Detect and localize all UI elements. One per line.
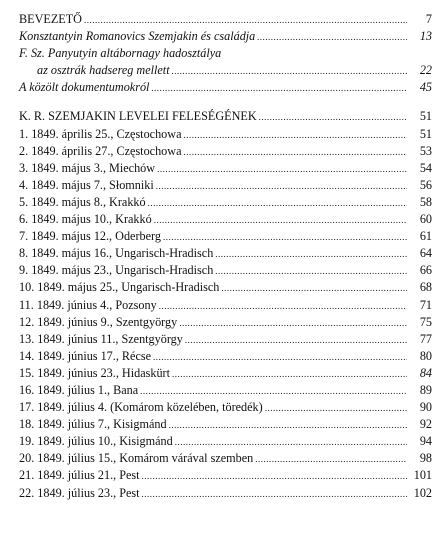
toc-letter-row bbox=[19, 485, 432, 502]
dot-leader bbox=[265, 400, 407, 417]
letter-number: 19. bbox=[19, 434, 35, 449]
letter-page: 68 bbox=[419, 280, 432, 295]
toc-letter-row bbox=[19, 279, 432, 296]
letter-page: 51 bbox=[419, 126, 432, 141]
toc-letter-title bbox=[19, 485, 142, 502]
dot-leader bbox=[154, 212, 407, 229]
toc-entry-page: 7 bbox=[425, 12, 432, 26]
dot-leader bbox=[179, 315, 407, 332]
toc-letter-row bbox=[19, 262, 432, 279]
letter-number: 5. bbox=[19, 194, 29, 209]
letter-entry: 1849. június 4., Pozsony bbox=[36, 297, 157, 312]
toc-letter-title bbox=[19, 399, 265, 416]
toc-entry-title: F. Sz. Panyutyin altábornagy hadosztálya bbox=[19, 46, 222, 61]
letter-page: 90 bbox=[419, 400, 432, 415]
toc-letter-title bbox=[19, 194, 148, 211]
letter-page: 54 bbox=[419, 160, 432, 175]
toc-letter-title bbox=[19, 126, 183, 143]
letter-entry: 1849. július 7., Kisigmánd bbox=[37, 417, 167, 432]
letter-entry: 1849. június 9., Szentgyörgy bbox=[37, 314, 178, 329]
dot-leader bbox=[148, 195, 407, 212]
dot-leader bbox=[156, 178, 407, 195]
toc-letter-row bbox=[19, 399, 432, 416]
toc-letter-row bbox=[19, 314, 432, 331]
toc-letter-row bbox=[19, 177, 432, 194]
dot-leader bbox=[175, 434, 407, 451]
dot-leader bbox=[255, 451, 407, 468]
letter-page: 98 bbox=[419, 451, 432, 466]
letter-entry: 1849. július 10., Kisigmánd bbox=[37, 434, 173, 449]
toc-letter-title bbox=[19, 160, 157, 177]
letter-number: 15. bbox=[19, 365, 35, 380]
toc-letter-row bbox=[19, 160, 432, 177]
toc-letter-row bbox=[19, 194, 432, 211]
toc-entry-title: A közölt dokumentumokról bbox=[19, 80, 150, 95]
letter-number: 6. bbox=[19, 212, 29, 227]
toc-letter-row bbox=[19, 348, 432, 365]
letter-number: 17. bbox=[19, 400, 35, 415]
letter-number: 2. bbox=[19, 143, 29, 158]
letter-page: 75 bbox=[419, 314, 432, 329]
toc-letter-row bbox=[19, 126, 432, 143]
letter-entry: 1849. június 11., Szentgyörgy bbox=[37, 331, 183, 346]
toc-entry-title: Konsztantyin Romanovics Szemjakin és családja bbox=[19, 29, 256, 44]
letter-page: 102 bbox=[413, 485, 432, 500]
letter-number: 11. bbox=[19, 297, 34, 312]
toc-entry-family bbox=[19, 28, 432, 45]
letter-number: 8. bbox=[19, 246, 29, 261]
toc-letter-title bbox=[19, 297, 159, 314]
toc-letter-title bbox=[19, 450, 255, 467]
toc-letter-title bbox=[19, 433, 175, 450]
toc-entry-title: BEVEZETŐ bbox=[19, 12, 82, 26]
letter-page: 60 bbox=[419, 212, 432, 227]
dot-leader bbox=[140, 383, 407, 400]
letter-entry: 1849. május 12., Oderberg bbox=[31, 229, 161, 244]
letter-number: 14. bbox=[19, 348, 35, 363]
letter-number: 3. bbox=[19, 160, 29, 175]
toc-letter-title bbox=[19, 348, 153, 365]
letter-page: 64 bbox=[419, 246, 432, 261]
letter-page: 53 bbox=[419, 143, 432, 158]
toc-letter-row bbox=[19, 228, 432, 245]
letter-entry: 1849. május 25., Ungarisch-Hradisch bbox=[37, 280, 220, 295]
toc-letter-title bbox=[19, 262, 215, 279]
toc-letter-row bbox=[19, 365, 432, 382]
letter-number: 20. bbox=[19, 451, 35, 466]
dot-leader bbox=[153, 349, 407, 366]
dot-leader bbox=[142, 486, 407, 503]
letter-entry: 1849. június 23., Hidaskürt bbox=[37, 365, 170, 380]
toc-letter-title bbox=[19, 211, 154, 228]
dot-leader bbox=[259, 109, 407, 126]
dot-leader bbox=[183, 127, 407, 144]
letter-entry: 1849. július 4. (Komárom közelében, töredék) bbox=[37, 400, 263, 415]
toc-letter-title bbox=[19, 314, 179, 331]
toc-letter-row bbox=[19, 416, 432, 433]
toc-letter-title bbox=[19, 416, 169, 433]
dot-leader bbox=[169, 417, 407, 434]
letter-page: 94 bbox=[419, 434, 432, 449]
toc-letter-row bbox=[19, 382, 432, 399]
letter-page: 101 bbox=[413, 468, 432, 483]
letter-page: 92 bbox=[419, 417, 432, 432]
toc-letter-row bbox=[19, 467, 432, 484]
letter-page: 77 bbox=[419, 331, 432, 346]
toc-letter-row bbox=[19, 450, 432, 467]
dot-leader bbox=[172, 63, 407, 80]
toc-entry-documents bbox=[19, 79, 432, 96]
letter-number: 10. bbox=[19, 280, 35, 295]
letter-entry: 1849. július 23., Pest bbox=[37, 485, 140, 500]
toc-entry-title: az osztrák hadsereg mellett bbox=[37, 63, 170, 78]
toc-letter-title bbox=[19, 143, 183, 160]
toc-entry-intro bbox=[19, 11, 432, 28]
letter-number: 18. bbox=[19, 417, 35, 432]
dot-leader bbox=[185, 332, 407, 349]
letter-number: 4. bbox=[19, 177, 29, 192]
letter-entry: 1849. május 23., Ungarisch-Hradisch bbox=[31, 263, 214, 278]
letter-entry: 1849. május 7., Słomniki bbox=[31, 177, 154, 192]
letter-entry: 1849. július 21., Pest bbox=[37, 468, 140, 483]
toc-letter-row bbox=[19, 211, 432, 228]
letter-page: 89 bbox=[419, 382, 432, 397]
dot-leader bbox=[151, 80, 407, 97]
dot-leader bbox=[84, 12, 407, 29]
letter-entry: 1849. május 3., Miechów bbox=[31, 160, 156, 175]
toc-entry-division-line1 bbox=[19, 45, 432, 62]
letter-number: 12. bbox=[19, 314, 35, 329]
toc-letter-row bbox=[19, 143, 432, 160]
letter-page: 61 bbox=[419, 229, 432, 244]
toc-letter-row bbox=[19, 331, 432, 348]
letter-page: 56 bbox=[419, 177, 432, 192]
letter-entry: 1849. május 16., Ungarisch-Hradisch bbox=[31, 246, 214, 261]
toc-letter-title bbox=[19, 467, 142, 484]
letters-list bbox=[19, 126, 432, 502]
letter-number: 16. bbox=[19, 382, 35, 397]
letter-number: 9. bbox=[19, 263, 29, 278]
dot-leader bbox=[183, 144, 407, 161]
toc-letter-title bbox=[19, 279, 221, 296]
letter-page: 71 bbox=[419, 297, 432, 312]
letter-number: 22. bbox=[19, 485, 35, 500]
letter-number: 13. bbox=[19, 331, 35, 346]
dot-leader bbox=[159, 298, 407, 315]
toc-letter-title bbox=[19, 331, 185, 348]
dot-leader bbox=[142, 468, 407, 485]
toc-section-heading bbox=[19, 108, 432, 125]
section-page: 51 bbox=[419, 109, 432, 124]
dot-leader bbox=[215, 263, 407, 280]
letter-entry: 1849. július 15., Komárom várával szemben bbox=[37, 451, 254, 466]
letter-entry: 1849. július 1., Bana bbox=[37, 382, 139, 397]
dot-leader bbox=[172, 366, 407, 383]
dot-leader bbox=[163, 229, 407, 246]
toc-letter-title bbox=[19, 228, 163, 245]
letter-number: 21. bbox=[19, 468, 35, 483]
letter-number: 7. bbox=[19, 229, 29, 244]
dot-leader bbox=[257, 29, 407, 46]
letter-entry: 1849. május 8., Krakkó bbox=[31, 194, 146, 209]
letter-entry: 1849. május 10., Krakkó bbox=[31, 212, 152, 227]
letter-entry: 1849. június 17., Récse bbox=[37, 348, 152, 363]
section-gap bbox=[19, 96, 432, 108]
table-of-contents bbox=[19, 11, 432, 502]
toc-entry-division-line2 bbox=[19, 62, 432, 79]
letter-page: 58 bbox=[419, 194, 432, 209]
letter-entry: 1849. április 27., Częstochowa bbox=[31, 143, 182, 158]
letter-page: 80 bbox=[419, 348, 432, 363]
toc-letter-row bbox=[19, 433, 432, 450]
toc-letter-title bbox=[19, 245, 215, 262]
letter-entry: 1849. április 25., Częstochowa bbox=[31, 126, 182, 141]
letter-number: 1. bbox=[19, 126, 29, 141]
toc-entry-page: 22 bbox=[419, 63, 432, 78]
dot-leader bbox=[157, 161, 407, 178]
section-title: K. R. SZEMJAKIN LEVELEI FELESÉGÉNEK bbox=[19, 109, 257, 124]
toc-letter-row bbox=[19, 297, 432, 314]
dot-leader bbox=[221, 280, 407, 297]
toc-letter-title bbox=[19, 177, 156, 194]
toc-letter-row bbox=[19, 245, 432, 262]
dot-leader bbox=[215, 246, 407, 263]
toc-entry-page: 45 bbox=[419, 80, 432, 95]
toc-letter-title bbox=[19, 382, 140, 399]
toc-letter-title bbox=[19, 365, 172, 382]
letter-page: 66 bbox=[419, 263, 432, 278]
letter-page: 84 bbox=[419, 365, 432, 380]
toc-entry-page: 13 bbox=[419, 29, 432, 44]
